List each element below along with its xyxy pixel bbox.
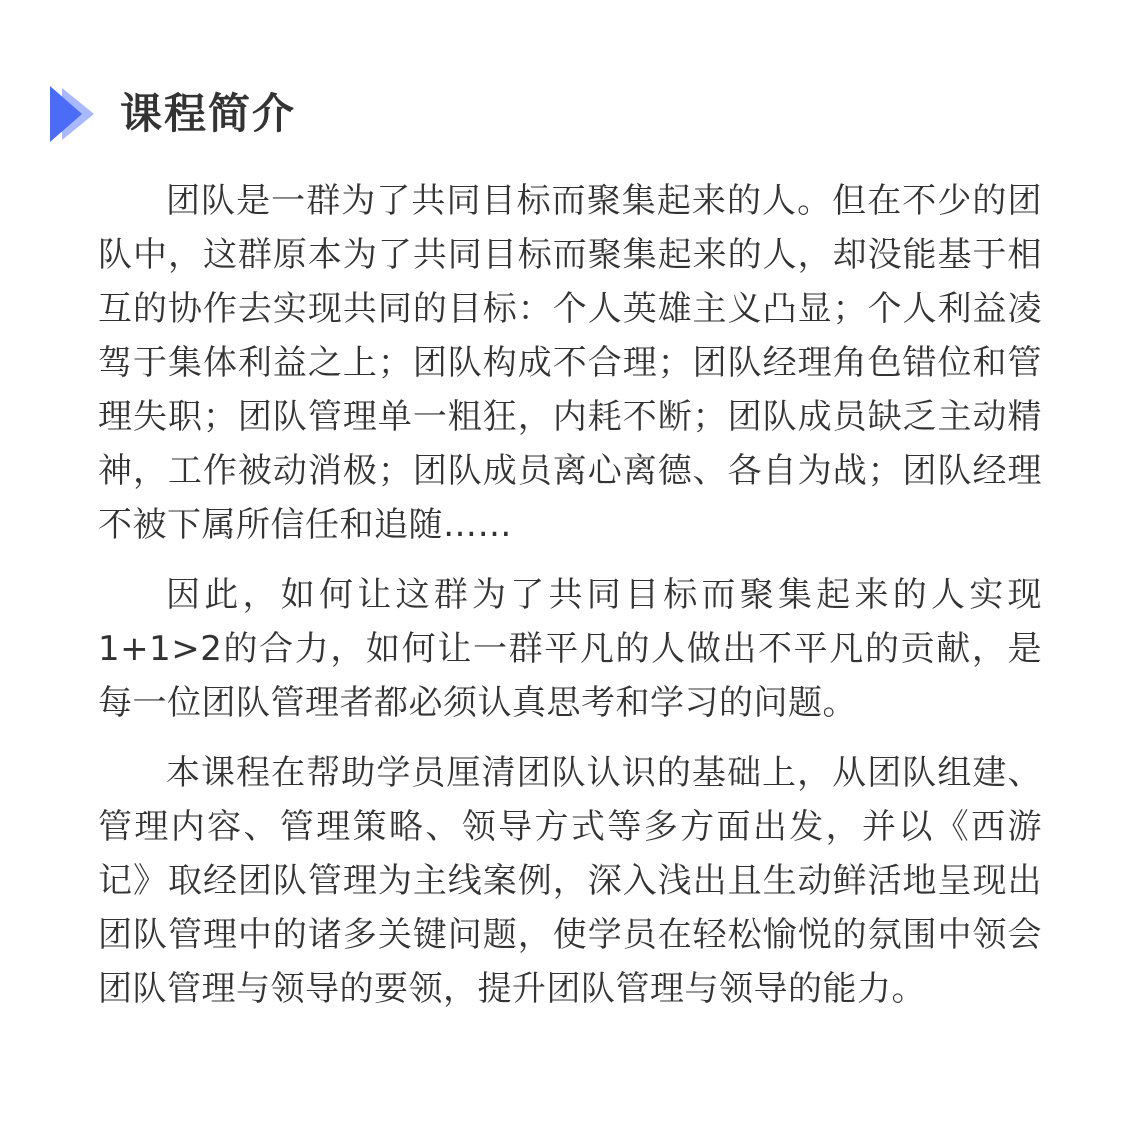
paragraph-course: 本课程在帮助学员厘清团队认识的基础上，从团队组建、管理内容、管理策略、领导方式等多方面出发，并以《西游记》取经团队管理为主线案例，深入浅出且生动鲜活地呈现出团队管理中的诸多关键问题，使学员在轻松愉悦的氛围中领会团队管理与领导的要领，提升团队管理与领导的能力。 xyxy=(98,753,1042,1009)
course-description xyxy=(98,174,1042,1032)
section-header xyxy=(48,84,296,144)
paragraph-intro: 团队是一群为了共同目标而聚集起来的人。但在不少的团队中，这群原本为了共同目标而聚集起来的人，却没能基于相互的协作去实现共同的目标：个人英雄主义凸显；个人利益凌驾于集体利益之上；团队构成不合理；团队经理角色错位和管理失职；团队管理单一粗狂，内耗不断；团队成员缺乏主动精神，工作被动消极；团队成员离心离德、各自为战；团队经理不被下属所信任和追随…… xyxy=(98,181,1042,545)
play-arrow-icon xyxy=(48,84,98,144)
section-title: 课程简介 xyxy=(120,89,297,138)
paragraph-question: 因此，如何让这群为了共同目标而聚集起来的人实现1+1>2的合力，如何让一群平凡的人做出不平凡的贡献，是每一位团队管理者都必须认真思考和学习的问题。 xyxy=(98,575,1042,723)
